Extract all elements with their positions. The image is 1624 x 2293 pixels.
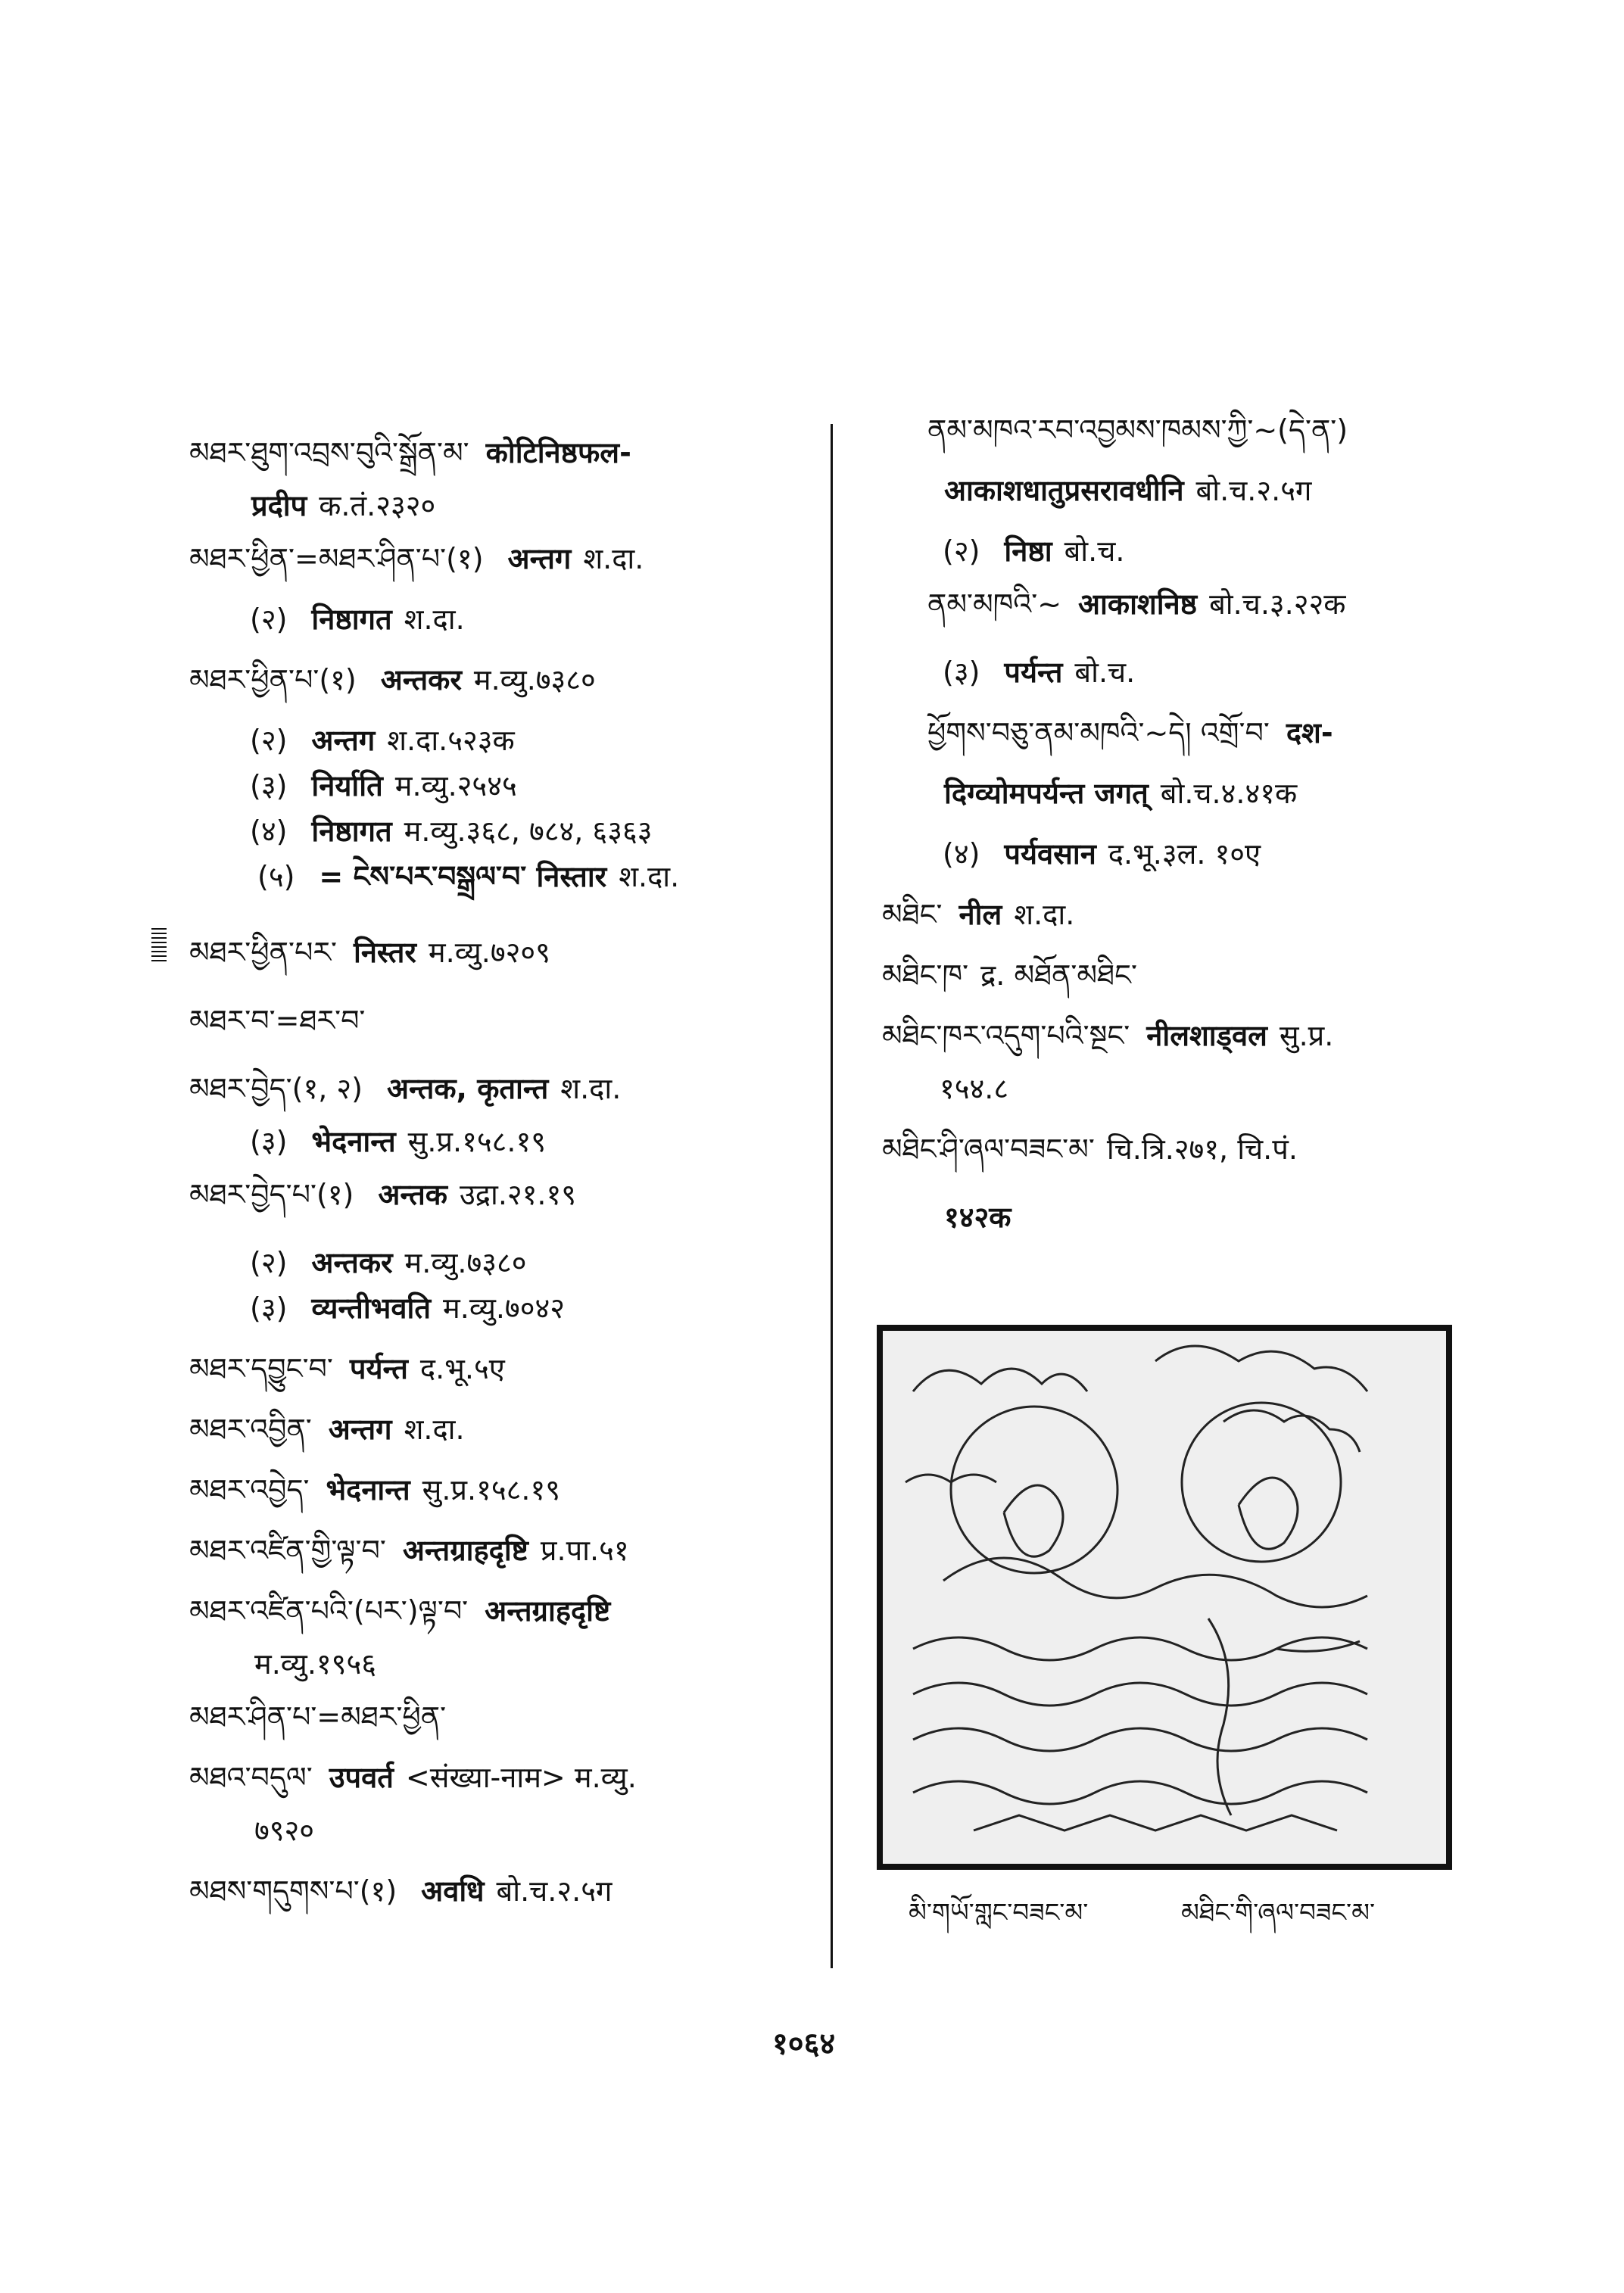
sense-number: (१, २) xyxy=(291,1072,363,1105)
sanskrit-equivalent: अन्तकर xyxy=(380,663,462,696)
dictionary-entry xyxy=(927,772,1297,815)
source-reference: बो.च. xyxy=(1074,656,1136,689)
sanskrit-equivalent: नील xyxy=(959,898,1002,931)
page-number: १०६४ xyxy=(772,2027,836,2061)
sanskrit-equivalent: भेदनान्त xyxy=(311,1125,396,1158)
sanskrit-equivalent: दिग्व्योमपर्यन्त जगत् xyxy=(944,777,1149,810)
dictionary-entry xyxy=(882,954,1137,996)
source-reference: म.व्यु.७०४२ xyxy=(443,1291,565,1325)
sanskrit-equivalent: अन्तक xyxy=(378,1178,447,1211)
dictionary-entry xyxy=(927,469,1311,512)
dictionary-entry xyxy=(250,1287,565,1329)
sense-number: (५) xyxy=(257,860,295,893)
sanskrit-equivalent: आकाशधातुप्रसरावधीनि xyxy=(944,474,1184,507)
source-reference: श.दा. xyxy=(404,1413,465,1446)
dictionary-entry xyxy=(927,1067,1008,1110)
headword-tibetan: ཕྱོགས་བཅུ་ནམ་མཁའི་~དེ། འགྲོ་བ་ xyxy=(927,716,1270,749)
dictionary-entry xyxy=(189,1529,629,1572)
headword-tibetan: མཐར་ཤིན་པ་=མཐར་ཕྱིན་ xyxy=(189,1700,447,1734)
sense-number: (१) xyxy=(359,1874,397,1908)
sanskrit-equivalent: निष्ठा xyxy=(1004,534,1052,568)
sanskrit-equivalent: = ངེས་པར་བསྒྲལ་བ་ निस्तार xyxy=(319,860,607,893)
sense-number: (१) xyxy=(446,542,484,575)
headword-tibetan: མཐར་འཛིན་གྱི་ལྟ་བ་ xyxy=(189,1534,386,1567)
sense-number: (३) xyxy=(943,656,980,689)
dictionary-entry xyxy=(927,712,1333,754)
source-reference: बो.च. xyxy=(1064,534,1125,568)
source-reference: प्र.पा.५१ xyxy=(540,1534,629,1567)
margin-marker xyxy=(151,928,167,961)
dictionary-entry xyxy=(250,719,515,762)
headword-tibetan: ནམ་མཁའི་~ xyxy=(927,587,1062,621)
sanskrit-equivalent: उपवर्त xyxy=(329,1761,394,1794)
headword-tibetan: མཐར་འཛིན་པའི་(པར་)ལྟ་བ་ xyxy=(189,1594,469,1628)
sanskrit-equivalent: प्रदीप xyxy=(251,489,307,522)
dictionary-entry xyxy=(250,810,652,852)
source-reference: चि.त्रि.२७१, चि.पं. xyxy=(1106,1132,1298,1166)
source-reference: म.व्यु.७३८० xyxy=(404,1246,527,1279)
source-reference: द्र. མཐོན་མཐིང་ xyxy=(980,958,1137,992)
sanskrit-equivalent: पर्यन्त xyxy=(1004,656,1063,689)
sense-number: (३) xyxy=(250,1125,288,1158)
source-reference: म.व्यु.२५४५ xyxy=(394,769,517,802)
sense-number: (२) xyxy=(250,724,288,757)
headword-tibetan: མཐའ་བདུལ་ xyxy=(189,1761,313,1794)
woodcut-illustration-icon xyxy=(883,1331,1446,1864)
sanskrit-equivalent: निर्याति xyxy=(311,769,383,802)
sanskrit-equivalent: निस्तर xyxy=(353,936,416,969)
dictionary-entry xyxy=(189,1696,446,1738)
dictionary-entry xyxy=(250,765,517,807)
source-reference: ७९२० xyxy=(254,1814,315,1847)
source-reference: म.व्यु.७३८० xyxy=(473,663,596,696)
source-reference: म.व्यु.१९५६ xyxy=(254,1647,376,1681)
sanskrit-equivalent: पर्यवसान xyxy=(1004,837,1096,871)
deity-illustration xyxy=(877,1325,1452,1870)
sense-number: (१) xyxy=(316,1178,354,1211)
headword-tibetan: མཐིང་ཤི་ཞལ་བཟང་མ་ xyxy=(882,1132,1095,1166)
source-reference: द.भू.३ल. १०ए xyxy=(1108,837,1261,871)
sanskrit-equivalent: पर्यन्त xyxy=(349,1352,408,1385)
sanskrit-equivalent: अन्तग्राहदृष्टि xyxy=(402,1534,528,1567)
source-reference: द.भू.५ए xyxy=(419,1352,505,1385)
source-reference: श.दा. xyxy=(1014,898,1075,931)
sanskrit-equivalent: भेदनान्त xyxy=(326,1473,410,1506)
source-reference: श.दा.५२३क xyxy=(387,724,515,757)
dictionary-entry xyxy=(242,1809,314,1852)
dictionary-entry xyxy=(189,999,365,1042)
dictionary-entry xyxy=(189,931,550,974)
source-reference: श.दा. xyxy=(583,542,644,575)
headword-tibetan: མཐར་འབྱིན་ xyxy=(189,1413,312,1446)
headword-tibetan: མཐར་ཕྱིན་=མཐར་ཤིན་པ་ xyxy=(189,542,447,575)
source-reference: म.व्यु.३६८, ७८४, ६३६३ xyxy=(404,815,653,848)
headword-tibetan: མཐར་ཕྱིན་པ་ xyxy=(189,663,320,696)
sense-number: (४) xyxy=(250,815,288,848)
dictionary-entry xyxy=(882,1128,1298,1170)
dictionary-entry xyxy=(943,833,1261,875)
sanskrit-equivalent: नीलशाड्वल xyxy=(1146,1019,1267,1052)
dictionary-entry xyxy=(882,1014,1333,1057)
dictionary-entry xyxy=(189,1590,610,1632)
dictionary-entry xyxy=(943,651,1135,693)
headword-tibetan: མཐས་གདུགས་པ་ xyxy=(189,1874,360,1908)
headword-tibetan: མཐར་དབྱུང་བ་ xyxy=(189,1352,333,1385)
source-reference: श.दा. xyxy=(404,603,465,636)
source-reference: म.व्यु.७२०९ xyxy=(428,936,550,969)
dictionary-entry xyxy=(189,1347,505,1390)
source-reference: उद्रा.२१.१९ xyxy=(459,1178,577,1211)
source-reference: बो.च.३.२२क xyxy=(1209,587,1346,621)
dictionary-entry xyxy=(189,431,631,474)
sanskrit-equivalent: दश- xyxy=(1286,716,1333,749)
source-reference: <संख्या-नाम> म.व्यु. xyxy=(405,1761,637,1794)
headword-tibetan: མཐིང་ཁ་ xyxy=(882,958,969,992)
sanskrit-equivalent: अन्तक, कृतान्त xyxy=(386,1072,549,1105)
source-reference: सु.प्र.१५८.१९ xyxy=(407,1125,546,1158)
sanskrit-equivalent: १४२क xyxy=(944,1201,1011,1234)
source-reference: बो.च.४.४१क xyxy=(1160,777,1298,810)
sanskrit-equivalent: अन्तकर xyxy=(311,1246,393,1279)
dictionary-entry xyxy=(189,659,596,701)
dictionary-entry xyxy=(927,1196,1011,1238)
dictionary-entry xyxy=(927,409,1348,451)
figure-caption-right: མཐིང་གི་ཞལ་བཟང་མ་ xyxy=(1181,1898,1376,1928)
dictionary-entry xyxy=(250,1242,527,1284)
source-reference: १५४.८ xyxy=(940,1072,1009,1105)
dictionary-entry xyxy=(189,537,644,580)
headword-tibetan: མཐར་འབྱེད་ xyxy=(189,1473,310,1506)
dictionary-entry xyxy=(257,855,679,898)
dictionary-entry xyxy=(927,583,1345,625)
column-divider xyxy=(831,424,833,1968)
dictionary-entry xyxy=(189,1870,612,1912)
sense-number: (२) xyxy=(943,534,980,568)
dictionary-entry xyxy=(189,1408,465,1450)
sense-number: (३) xyxy=(250,769,288,802)
dictionary-entry xyxy=(882,893,1074,936)
dictionary-entry xyxy=(943,530,1124,572)
sanskrit-equivalent: कोटिनिष्ठफल- xyxy=(485,436,631,469)
headword-tibetan: མཐར་བྱེད་པ་ xyxy=(189,1178,316,1211)
dictionary-entry xyxy=(189,1756,637,1799)
sanskrit-equivalent: अवधि xyxy=(421,1874,485,1908)
source-reference: श.दा. xyxy=(560,1072,622,1105)
sense-number: (४) xyxy=(943,837,980,871)
dictionary-entry xyxy=(242,1643,376,1685)
dictionary-entry xyxy=(250,598,465,640)
sanskrit-equivalent: अन्तग xyxy=(328,1413,392,1446)
source-reference: सु.प्र.१५८.१९ xyxy=(422,1473,560,1506)
source-reference: बो.च.२.५ग xyxy=(1195,474,1312,507)
sanskrit-equivalent: निष्ठागत xyxy=(311,815,392,848)
source-reference: क.तं.२३२० xyxy=(319,489,436,522)
headword-tibetan: ནམ་མཁའ་རབ་འབྱམས་ཁམས་ཀྱི་~(དེ་ན་) xyxy=(927,413,1348,447)
sanskrit-equivalent: अन्तग xyxy=(507,542,572,575)
dictionary-entry xyxy=(189,1469,560,1511)
headword-tibetan: མཐར་བ་=ཐར་བ་ xyxy=(189,1004,366,1037)
headword-tibetan: མཐིང་ xyxy=(882,898,943,931)
headword-tibetan: མཐར་བྱེད་ xyxy=(189,1072,292,1105)
sense-number: (२) xyxy=(250,603,288,636)
source-reference: बो.च.२.५ग xyxy=(496,1874,613,1908)
headword-tibetan: མཐིང་ཁར་འདུག་པའི་སྔང་ xyxy=(882,1019,1130,1052)
dictionary-entry xyxy=(189,1067,621,1110)
sanskrit-equivalent: आकाशनिष्ठ xyxy=(1078,587,1198,621)
dictionary-entry xyxy=(189,1173,576,1216)
figure-caption-left: མི་གཡོ་གླང་བཟང་མ་ xyxy=(909,1898,1089,1928)
sanskrit-equivalent: अन्तग्राहदृष्टि xyxy=(485,1594,611,1628)
dictionary-entry xyxy=(235,484,435,527)
headword-tibetan: མཐར་ཐུག་འབྲས་བུའི་སྒྲོན་མ་ xyxy=(189,436,469,469)
sanskrit-equivalent: अन्तग xyxy=(311,724,376,757)
sanskrit-equivalent: व्यन्तीभवति xyxy=(311,1291,432,1325)
sense-number: (१) xyxy=(319,663,357,696)
source-reference: सु.प्र. xyxy=(1279,1019,1334,1052)
sanskrit-equivalent: निष्ठागत xyxy=(311,603,392,636)
dictionary-entry xyxy=(250,1120,546,1163)
sense-number: (२) xyxy=(250,1246,288,1279)
sense-number: (३) xyxy=(250,1291,288,1325)
headword-tibetan: མཐར་ཕྱིན་པར་ xyxy=(189,936,337,969)
source-reference: श.दा. xyxy=(619,860,680,893)
